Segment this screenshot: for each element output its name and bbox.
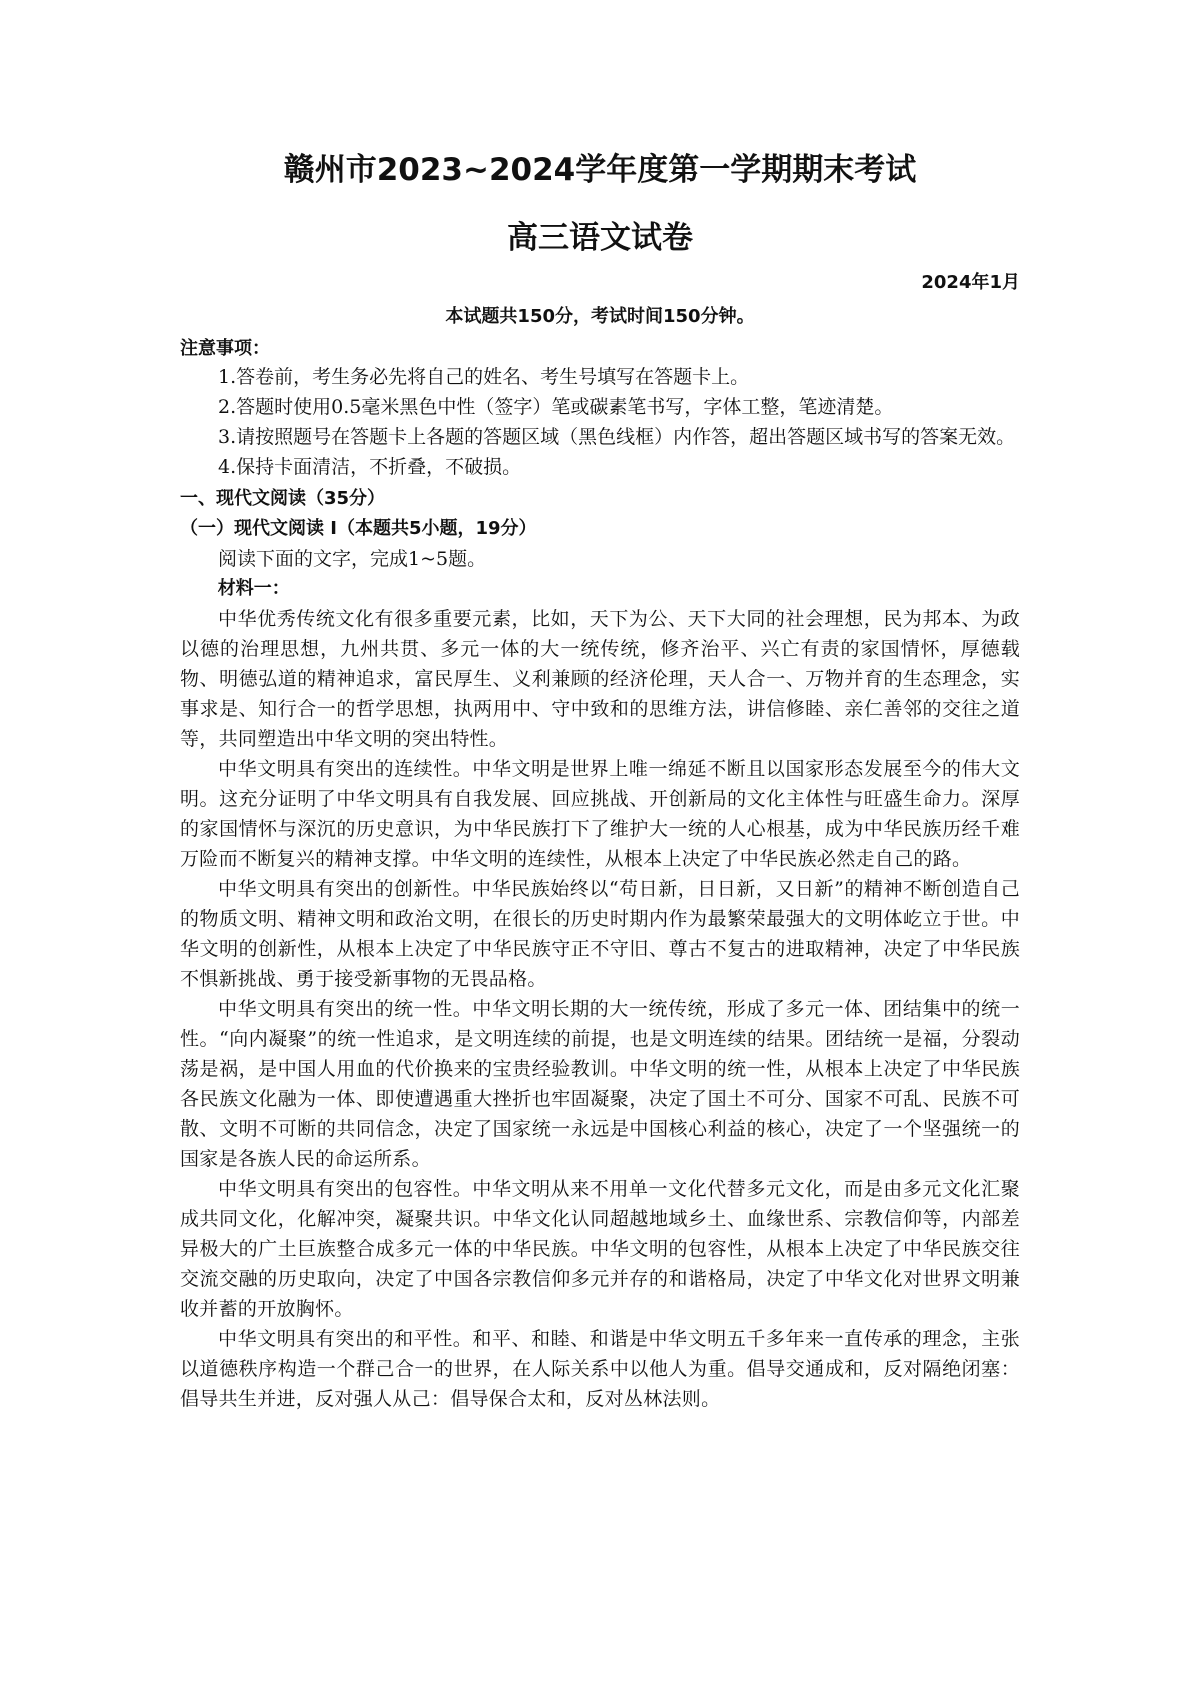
exam-date: 2024年1月 [921,272,1020,293]
body-paragraph: 中华文明具有突出的和平性。和平、和睦、和谐是中华文明五千多年来一直传承的理念，主张以道德秩序构造一个群己合一的世界，在人际关系中以他人为重。倡导交通成和，反对隔绝闭塞：倡导共生并进，反对强人从己：倡导保合太和，反对丛林法则。 [180,1328,1020,1410]
body-paragraph: 中华文明具有突出的连续性。中华文明是世界上唯一绵延不断且以国家形态发展至今的伟大文明。这充分证明了中华文明具有自我发展、回应挑战、开创新局的文化主体性与旺盛生命力。深厚的家国情怀与深沉的历史意识，为中华民族打下了维护大一统的人心根基，成为中华民族历经千难万险而不断复兴的精神支撑。中华文明的连续性，从根本上决定了中华民族必然走自己的路。 [180,758,1020,870]
body-paragraph: 中华优秀传统文化有很多重要元素，比如，天下为公、天下大同的社会理想，民为邦本、为政以德的治理思想，九州共贯、多元一体的大一统传统，修齐治平、兴亡有责的家国情怀，厚德载物、明德弘道的精神追求，富民厚生、义利兼顾的经济伦理，天人合一、万物并育的生态理念，实事求是、知行合一的哲学思想，执两用中、守中致和的思维方法，讲信修睦、亲仁善邻的交往之道等，共同塑造出中华文明的突出特性。 [180,608,1020,750]
body-paragraph: 中华文明具有突出的统一性。中华文明长期的大一统传统，形成了多元一体、团结集中的统一性。“向内凝聚”的统一性追求，是文明连续的前提，也是文明连续的结果。团结统一是福，分裂动荡是祸，是中国人用血的代价换来的宝贵经验教训。中华文明的统一性，从根本上决定了中华民族各民族文化融为一体、即使遭遇重大挫折也牢固凝聚，决定了国土不可分、国家不可乱、民族不可散、文明不可断的共同信念，决定了国家统一永远是中国核心利益的核心，决定了一个坚强统一的国家是各族人民的命运所系。 [180,998,1020,1170]
body-paragraph: 中华文明具有突出的创新性。中华民族始终以“苟日新，日日新，又日新”的精神不断创造自己的物质文明、精神文明和政治文明，在很长的历史时期内作为最繁荣最强大的文明体屹立于世。中华文明的创新性，从根本上决定了中华民族守正不守旧、尊古不复古的进取精神，决定了中华民族不惧新挑战、勇于接受新事物的无畏品格。 [180,878,1020,990]
material-label: 材料一： [217,578,290,599]
notice-item: 3.请按照题号在答题卡上各题的答题区域（黑色线框）内作答，超出答题区域书写的答案无效。 [218,426,1016,448]
notice-item: 2.答题时使用0.5毫米黑色中性（签字）笔或碳素笔书写，字体工整，笔迹清楚。 [218,396,894,418]
subsection-heading: （一）现代文阅读 I（本题共5小题，19分） [180,518,537,539]
reading-instruction: 阅读下面的文字，完成1~5题。 [218,548,487,570]
body-paragraph: 中华文明具有突出的包容性。中华文明从来不用单一文化代替多元文化，而是由多元文化汇聚成共同文化，化解冲突，凝聚共识。中华文化认同超越地域乡土、血缘世系、宗教信仰等，内部差异极大的广土巨族整合成多元一体的中华民族。中华文明的包容性，从根本上决定了中华民族交往交流交融的历史取向，决定了中国各宗教信仰多元并存的和谐格局，决定了中华文化对世界文明兼收并蓄的开放胸怀。 [180,1178,1020,1320]
exam-page [180,150,1020,1414]
score-line: 本试题共150分，考试时间150分钟。 [445,306,755,327]
exam-title: 赣州市2023~2024学年度第一学期期末考试 [283,152,917,188]
notice-item: 4.保持卡面清洁，不折叠，不破损。 [218,456,522,478]
exam-subtitle: 高三语文试卷 [507,220,693,256]
notice-item: 1.答卷前，考生务必先将自己的姓名、考生号填写在答题卡上。 [218,366,750,388]
notice-heading: 注意事项： [180,338,270,359]
section-heading: 一、现代文阅读（35分） [180,488,386,509]
